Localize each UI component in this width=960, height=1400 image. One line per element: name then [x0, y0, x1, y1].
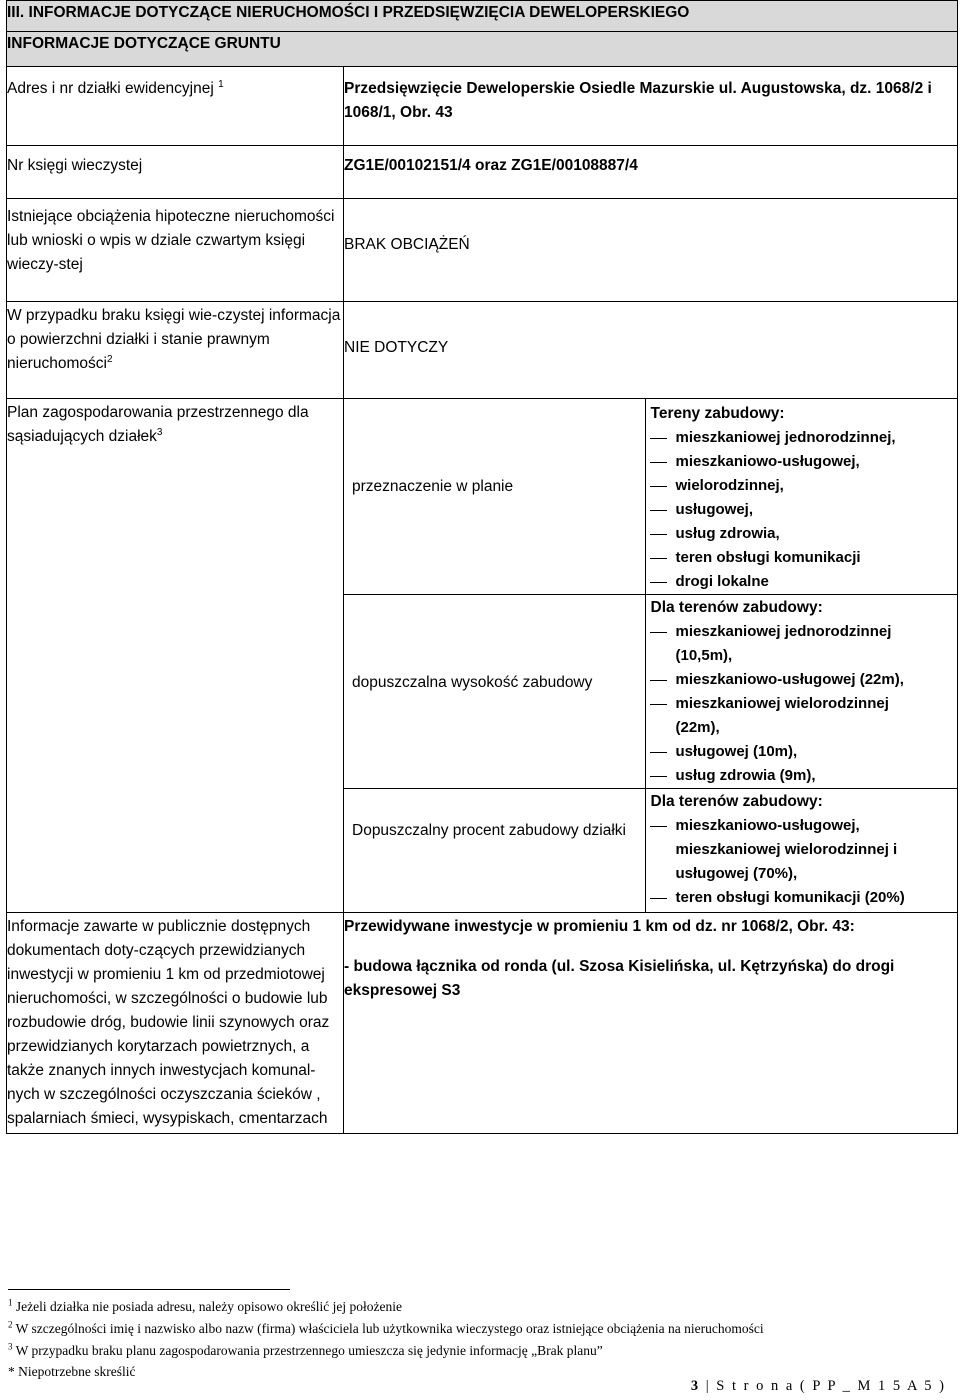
address-label-cell — [7, 67, 344, 146]
footnote-separator — [8, 1289, 290, 1290]
investments-label: Informacje zawarte w publicznie dostępnych dokumentach doty-czących przewidzianych inwestycji w promieniu 1 km od przedmiotowej nieruchomości, w szczególności o budowie lub rozbudowie dróg, budowie linii szynowych oraz przewidzianych korytarzach powietrznych, a także znanych innych inwestycjach komunal-nych w szczególności oczyszczania ścieków , spalarniach śmieci, wysypiskach, cmentarzach — [7, 913, 344, 1134]
purpose-heading: Tereny zabudowy: — [650, 405, 785, 422]
footnote-ref-1: 1 — [218, 78, 224, 90]
zoning-plan-label-cell — [7, 399, 344, 913]
purpose-label: przeznaczenie w planie — [344, 399, 645, 595]
purpose-item: mieszkaniowo-usługowej, — [646, 450, 959, 474]
height-item — [646, 668, 959, 692]
footnote-text: W przypadku braku planu zagospodarowania przestrzennego umieszcza się jedynie informację „Brak planu” — [12, 1343, 603, 1358]
footnote-ref-3: 3 — [156, 426, 163, 438]
height-item-text: usług zdrowia (9m), — [675, 767, 816, 784]
height-heading: Dla terenów zabudowy: — [650, 599, 823, 616]
height-item — [646, 692, 959, 716]
coverage-item-text: mieszkaniowej wielorodzinnej i — [675, 841, 898, 858]
coverage-item-text: usługowej (70%), — [675, 865, 798, 882]
coverage-item-cont — [646, 838, 959, 862]
purpose-item: usług zdrowia, — [646, 522, 959, 546]
height-item-text: mieszkaniowo-usługowej (22m), — [675, 671, 904, 688]
page-footer-text: | S t r o n a ( P P _ M 1 5 A 5 ) — [700, 1378, 946, 1394]
footnote-2 — [8, 1321, 764, 1337]
coverage-heading: Dla terenów zabudowy: — [650, 793, 823, 810]
page-number: 3 — [690, 1378, 701, 1394]
height-item — [646, 740, 959, 764]
no-register-value: NIE DOTYCZY — [344, 302, 958, 399]
height-item-text: (10,5m), — [675, 647, 733, 664]
footnote-1 — [8, 1299, 402, 1315]
no-register-label-cell — [7, 302, 344, 399]
height-item-text: mieszkaniowej wielorodzinnej — [675, 695, 889, 712]
purpose-item: teren obsługi komunikacji — [646, 546, 959, 570]
footnote-number: 2 — [8, 1319, 13, 1330]
footnote-ref-2: 2 — [106, 353, 113, 365]
footnote-text: Jeżeli działka nie posiada adresu, należy opisowo określić jej położenie — [12, 1299, 402, 1314]
subsection-title: INFORMACJE DOTYCZĄCE GRUNTU — [7, 32, 958, 67]
footnote-text: * Niepotrzebne skreślić — [8, 1364, 136, 1379]
height-item-cont — [646, 644, 959, 668]
height-label: dopuszczalna wysokość zabudowy — [344, 595, 645, 789]
mortgage-label: Istniejące obciążenia hipoteczne nieruchomości lub wnioski o wpis w dziale czwartym księgi wieczy-stej — [7, 199, 344, 302]
section-title: III. INFORMACJE DOTYCZĄCE NIERUCHOMOŚCI I PRZEDSIĘWZIĘCIA DEWELOPERSKIEGO — [7, 1, 958, 32]
coverage-item-text: teren obsługi komunikacji (20%) — [675, 889, 905, 906]
footnote-4 — [8, 1364, 135, 1380]
zoning-plan-label: Plan zagospodarowania przestrzennego dla sąsiadujących działek — [7, 404, 309, 445]
property-info-table — [6, 0, 958, 1134]
coverage-item-cont — [646, 862, 959, 886]
no-register-label: W przypadku braku księgi wie-czystej informacja o powierzchni działki i stanie prawnym nieruchomości — [7, 307, 341, 372]
footnote-3 — [8, 1343, 603, 1359]
purpose-item: mieszkaniowej jednorodzinnej, — [646, 426, 959, 450]
investments-heading: Przewidywane inwestycje w promieniu 1 km od dz. nr 1068/2, Obr. 43: — [344, 918, 855, 935]
land-register-value: ZG1E/00102151/4 oraz ZG1E/00108887/4 — [344, 146, 958, 199]
purpose-item: drogi lokalne — [646, 570, 959, 594]
mortgage-value: BRAK OBCIĄŻEŃ — [344, 199, 958, 302]
footnote-number: 1 — [8, 1297, 13, 1308]
coverage-item-text: mieszkaniowo-usługowej, — [675, 817, 860, 834]
page-footer — [691, 1378, 946, 1395]
address-label: Adres i nr działki ewidencyjnej — [7, 80, 219, 97]
purpose-values — [645, 399, 958, 595]
height-item-text: usługowej (10m), — [675, 743, 798, 760]
purpose-item: wielorodzinnej, — [646, 474, 959, 498]
investments-text: - budowa łącznika od ronda (ul. Szosa Kisielińska, ul. Kętrzyńska) do drogi ekspresowej S3 — [344, 958, 895, 999]
height-item-text: (22m), — [675, 719, 720, 736]
investments-value — [344, 913, 958, 1134]
height-item-cont — [646, 716, 959, 740]
zoning-plan-subtable — [344, 399, 958, 912]
coverage-item — [646, 886, 959, 910]
coverage-label: Dopuszczalny procent zabudowy działki — [344, 789, 645, 913]
height-values — [645, 595, 958, 789]
height-item — [646, 620, 959, 644]
land-register-label: Nr księgi wieczystej — [7, 146, 344, 199]
coverage-values — [645, 789, 958, 913]
coverage-item — [646, 814, 959, 838]
zoning-plan-details — [344, 399, 958, 913]
address-value: Przedsięwzięcie Deweloperskie Osiedle Mazurskie ul. Augustowska, dz. 1068/2 i 1068/1, Obr. 43 — [344, 67, 958, 146]
footnote-text: W szczególności imię i nazwisko albo nazw (firma) właściciela lub użytkownika wieczystego oraz istniejące obciążenia na nieruchomości — [12, 1321, 764, 1336]
purpose-item: usługowej, — [646, 498, 959, 522]
height-item-text: mieszkaniowej jednorodzinnej — [675, 623, 892, 640]
height-item — [646, 764, 959, 788]
footnote-number: 3 — [8, 1341, 13, 1352]
